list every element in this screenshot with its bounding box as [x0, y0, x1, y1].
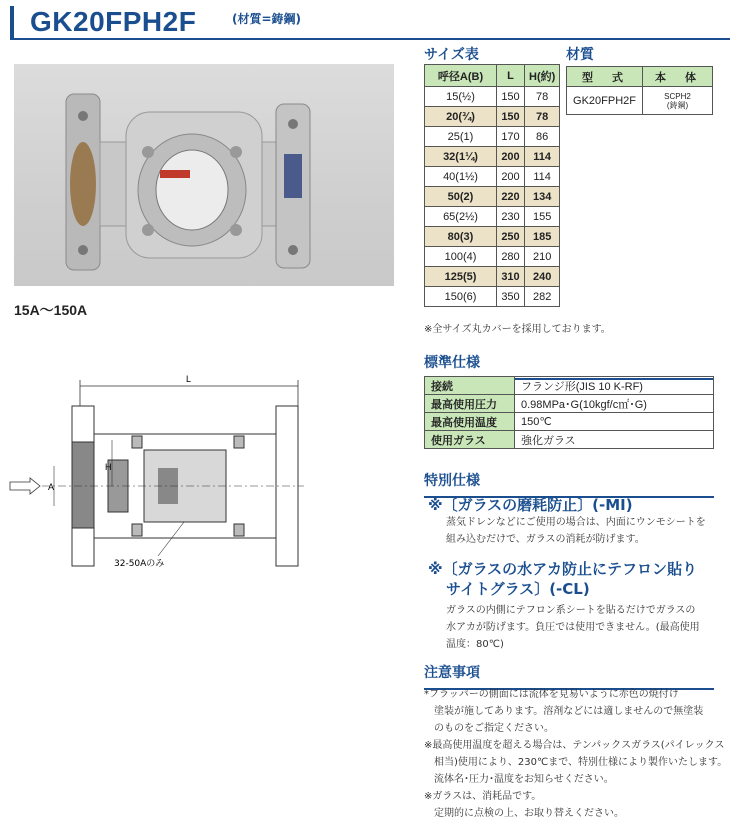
- caution-line: 定期的に点検の上、お取り替えください。: [424, 808, 624, 819]
- size-table-label: サイズ表: [424, 47, 479, 63]
- col-model: 型 式: [567, 67, 643, 87]
- cell-H: 282: [525, 287, 560, 307]
- title-bar: [10, 6, 730, 40]
- option-cl-line: 水アカが防げます。負圧では使用できません。(最高使用: [446, 622, 700, 633]
- col-body: 本 体: [643, 67, 713, 87]
- option-cl-line: ガラスの内側にテフロン系シートを貼るだけでガラスの: [446, 605, 696, 616]
- cell-nominal: 125(5): [425, 267, 497, 287]
- dim-L-label: L: [186, 374, 192, 384]
- col-H: H(約): [525, 65, 560, 87]
- option-mi-title: ※〔ガラスの磨耗防止〕(-MI): [428, 496, 633, 514]
- drawing-note: 32-50Aのみ: [114, 559, 165, 569]
- spec-value: 強化ガラス: [515, 431, 714, 449]
- cell-L: 350: [497, 287, 525, 307]
- cell-L: 250: [497, 227, 525, 247]
- table-row: [425, 87, 560, 107]
- material-subtitle: (材質=鋳鋼): [232, 12, 302, 26]
- caution-text: [424, 686, 728, 822]
- spec-key: 接続: [425, 377, 515, 395]
- caution-line: ※ガラスは、消耗品です。: [424, 791, 542, 802]
- material-label: 材質: [566, 47, 594, 63]
- dim-A-label: A: [48, 482, 55, 492]
- product-photo: [14, 64, 394, 286]
- cell-nominal: 25(1): [425, 127, 497, 147]
- table-row: [425, 413, 714, 431]
- table-row: [425, 147, 560, 167]
- standard-spec-label: 標準仕様: [424, 355, 480, 371]
- table-row: [425, 167, 560, 187]
- size-range-label: 15A～150A: [14, 302, 88, 318]
- cell-H: 240: [525, 267, 560, 287]
- spec-value: フランジ形(JIS 10 K-RF): [515, 377, 714, 395]
- table-row: [425, 187, 560, 207]
- spec-value: 0.98MPa･G(10kgf/c㎡･G): [515, 395, 714, 413]
- dim-H-label: H: [105, 462, 112, 472]
- option-cl-title-2: サイトグラス〕(-CL): [446, 580, 590, 598]
- table-row: [425, 247, 560, 267]
- caution-line: 塗装が施してあります。溶剤などには適しませんので無塗装: [424, 706, 704, 717]
- cell-L: 220: [497, 187, 525, 207]
- spec-key: 最高使用圧力: [425, 395, 515, 413]
- cell-H: 155: [525, 207, 560, 227]
- table-row: [425, 127, 560, 147]
- spec-key: 最高使用温度: [425, 413, 515, 431]
- body-material: SCPH2: [664, 91, 691, 101]
- material-table: [566, 66, 713, 115]
- cell-H: 78: [525, 107, 560, 127]
- cell-body: [643, 87, 713, 115]
- material-header: [567, 67, 713, 87]
- page-title: GK20FPH2F: [30, 6, 197, 37]
- cell-L: 200: [497, 147, 525, 167]
- cell-nominal: 80(3): [425, 227, 497, 247]
- caution-line: 相当)使用により、230℃まで、特別仕様により製作いたします。: [424, 757, 728, 768]
- special-spec-label: 特別仕様: [424, 473, 480, 489]
- caution-line: ※最高使用温度を超える場合は、テンパックスガラス(パイレックス: [424, 740, 725, 751]
- option-mi-line: 組み込むだけで、ガラスの消耗が防げます。: [446, 534, 645, 545]
- caution-line: 流体名･圧力･温度をお知らせください。: [424, 774, 614, 785]
- cell-L: 310: [497, 267, 525, 287]
- cell-nominal: 32(1¼): [425, 147, 497, 167]
- option-cl-line: 温度：80℃): [446, 639, 504, 650]
- size-table-footnote: ※全サイズ丸カバーを採用しております。: [424, 324, 611, 335]
- caution-label: 注意事項: [424, 665, 480, 681]
- cell-nominal: 40(1½): [425, 167, 497, 187]
- cell-nominal: 50(2): [425, 187, 497, 207]
- cell-H: 86: [525, 127, 560, 147]
- table-row: [425, 377, 714, 395]
- size-table-header: [425, 65, 560, 87]
- cell-L: 280: [497, 247, 525, 267]
- option-cl-title-1: ※〔ガラスの水アカ防止にテフロン貼り: [428, 560, 697, 578]
- table-row: [425, 227, 560, 247]
- cell-nominal: 150(6): [425, 287, 497, 307]
- cell-H: 134: [525, 187, 560, 207]
- technical-drawing: [8, 372, 308, 572]
- standard-spec-table: [424, 376, 714, 449]
- cell-H: 185: [525, 227, 560, 247]
- caution-line: のものをご指定ください。: [424, 723, 554, 734]
- cell-L: 200: [497, 167, 525, 187]
- cell-H: 114: [525, 147, 560, 167]
- cell-H: 114: [525, 167, 560, 187]
- cell-model: GK20FPH2F: [567, 87, 643, 115]
- table-row: [425, 207, 560, 227]
- caution-line: *フラッパーの側面には流体を見易いように赤色の焼付け: [424, 689, 679, 700]
- option-mi-line: 蒸気ドレンなどにご使用の場合は、内面にウンモシートを: [446, 517, 706, 528]
- table-row: [425, 431, 714, 449]
- option-cl-body: [446, 602, 700, 653]
- spec-value: 150℃: [515, 413, 714, 431]
- cell-H: 210: [525, 247, 560, 267]
- spec-key: 使用ガラス: [425, 431, 515, 449]
- table-row: [425, 107, 560, 127]
- cell-nominal: 15(½): [425, 87, 497, 107]
- cell-nominal: 65(2½): [425, 207, 497, 227]
- cell-L: 170: [497, 127, 525, 147]
- option-mi-body: [446, 514, 706, 548]
- table-row: [425, 287, 560, 307]
- col-nominal: 呼径A(B): [425, 65, 497, 87]
- body-material-note: (鋳鋼): [666, 100, 689, 110]
- table-row: [425, 267, 560, 287]
- table-row: [425, 395, 714, 413]
- cell-L: 150: [497, 107, 525, 127]
- cell-L: 230: [497, 207, 525, 227]
- table-row: [567, 87, 713, 115]
- cell-H: 78: [525, 87, 560, 107]
- cell-nominal: 20(¾): [425, 107, 497, 127]
- sight-glass-illustration: [14, 64, 394, 286]
- cross-section-drawing: [8, 372, 308, 572]
- cell-nominal: 100(4): [425, 247, 497, 267]
- cell-L: 150: [497, 87, 525, 107]
- size-table: [424, 64, 560, 307]
- col-L: L: [497, 65, 525, 87]
